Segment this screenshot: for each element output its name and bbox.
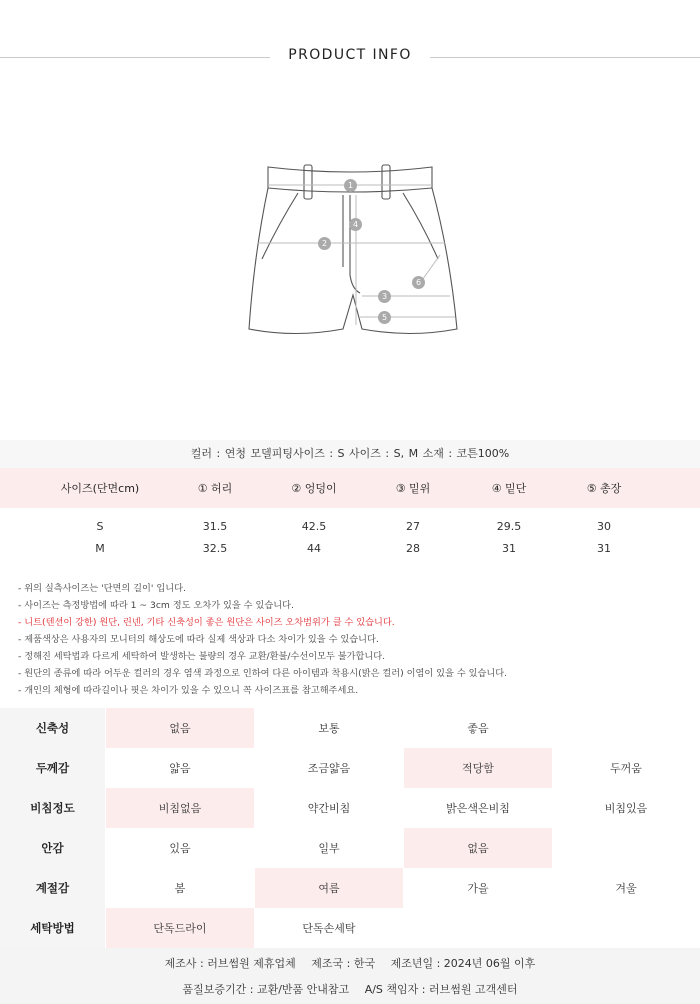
- footer-line-2: [0, 977, 700, 1003]
- fabric-option: [552, 908, 700, 948]
- size-header-length: ⑤ 총장: [586, 482, 622, 495]
- fabric-option: 단독드라이: [106, 908, 254, 948]
- note-line: - 위의 실측사이즈는 '단면의 길이' 입니다.: [18, 583, 186, 594]
- fabric-label: 신축성: [0, 708, 105, 748]
- fabric-option: 밝은색은비침: [446, 802, 510, 815]
- diagram-marker-5: 5: [378, 311, 391, 324]
- size-cell: M: [95, 541, 105, 555]
- size-cell: S: [96, 519, 104, 533]
- fabric-option: 조금얇음: [307, 762, 351, 775]
- footer-line-1: [0, 951, 700, 977]
- size-cell: 29.5: [496, 519, 522, 533]
- shorts-size-diagram: [240, 155, 470, 345]
- size-cell: 31: [597, 541, 611, 555]
- size-header-label: 사이즈(단면cm): [60, 482, 140, 495]
- fabric-option: 적당함: [404, 748, 552, 788]
- section-title: PRODUCT INFO: [288, 47, 412, 63]
- section-title-row: [0, 40, 700, 74]
- fabric-option: 봄: [174, 882, 186, 895]
- size-header-waist: ① 허리: [197, 482, 233, 495]
- title-divider-left: [0, 57, 270, 58]
- size-notes: [18, 580, 688, 699]
- fabric-option: 좋음: [467, 722, 489, 735]
- fabric-option: [552, 708, 700, 748]
- fabric-option: 없음: [106, 708, 254, 748]
- size-header-hem: ④ 밑단: [491, 482, 527, 495]
- note-line: - 원단의 종류에 따라 어두운 컬러의 경우 염색 과정으로 인하여 다른 아이템과 착용시(밝은 컬러) 이염이 있을 수 있습니다.: [18, 668, 508, 679]
- size-cell: 31: [502, 541, 516, 555]
- fabric-option: 비침없음: [106, 788, 254, 828]
- fabric-label: 계절감: [0, 868, 105, 908]
- size-header-hip: ② 엉덩이: [291, 482, 337, 495]
- note-line-warning: - 니트(텐션이 강한) 원단, 린넨, 기타 신축성이 좋은 원단은 사이즈 오차범위가 클 수 있습니다.: [18, 617, 395, 628]
- fabric-option: 가을: [467, 882, 489, 895]
- fabric-option: 보통: [318, 722, 340, 735]
- country-text: 제조국 : 한국: [311, 957, 376, 970]
- size-cell: 30: [597, 519, 611, 533]
- note-line: - 정해진 세탁법과 다르게 세탁하여 발생하는 불량의 경우 교환/환불/수선이모두 불가합니다.: [18, 651, 386, 662]
- diagram-marker-4: 4: [349, 218, 362, 231]
- warranty-text: 품질보증기간 : 교환/반품 안내참고: [182, 983, 350, 996]
- fabric-label: 비침정도: [0, 788, 105, 828]
- fabric-option: 얇음: [169, 762, 191, 775]
- note-line: - 개인의 체형에 따라길이나 핏은 차이가 있을 수 있으니 꼭 사이즈표를 참고해주세요.: [18, 685, 359, 696]
- fabric-row-washing: [0, 908, 700, 948]
- size-cell: 42.5: [301, 519, 327, 533]
- fabric-label: 두께감: [0, 748, 105, 788]
- fabric-option: [404, 908, 552, 948]
- fabric-row-stretch: [0, 708, 700, 748]
- product-spec-bar: 컬러 : 연청 모델피팅사이즈 : S 사이즈 : S, M 소재 : 코튼100%: [0, 440, 700, 468]
- fabric-option: 있음: [169, 842, 191, 855]
- fabric-row-sheerness: [0, 788, 700, 828]
- fabric-option: 일부: [318, 842, 340, 855]
- fabric-option: 약간비침: [307, 802, 351, 815]
- size-header-rise: ③ 밑위: [395, 482, 431, 495]
- size-cell: 32.5: [202, 541, 228, 555]
- diagram-marker-6: 6: [412, 276, 425, 289]
- manufacture-date-text: 제조년일 : 2024년 06월 이후: [390, 957, 536, 970]
- note-line: - 사이즈는 측정방법에 따라 1 ~ 3cm 정도 오차가 있을 수 있습니다.: [18, 600, 294, 611]
- fabric-option: 비침있음: [604, 802, 648, 815]
- diagram-marker-1: 1: [344, 179, 357, 192]
- fabric-label: 안감: [0, 828, 105, 868]
- as-contact-text: A/S 책임자 : 러브썸원 고객센터: [364, 983, 518, 996]
- fabric-row-lining: [0, 828, 700, 868]
- title-divider-right: [430, 57, 700, 58]
- size-cell: 28: [406, 541, 420, 555]
- fabric-option: [552, 828, 700, 868]
- fabric-label: 세탁방법: [0, 908, 105, 948]
- size-cell: 44: [307, 541, 321, 555]
- fabric-row-season: [0, 868, 700, 908]
- manufacturer-info-footer: [0, 948, 700, 1004]
- fabric-option: 겨울: [615, 882, 637, 895]
- diagram-marker-2: 2: [318, 237, 331, 250]
- note-line: - 제품색상은 사용자의 모니터의 해상도에 따라 실제 색상과 다소 차이가 있을 수 있습니다.: [18, 634, 379, 645]
- diagram-marker-3: 3: [378, 290, 391, 303]
- size-cell: 27: [406, 519, 420, 533]
- size-row-s: [0, 516, 700, 536]
- fabric-option: 여름: [255, 868, 403, 908]
- fabric-option: 단독손세탁: [302, 922, 356, 935]
- fabric-option: 두꺼움: [610, 762, 642, 775]
- manufacturer-text: 제조사 : 러브썸원 제휴업체: [164, 957, 296, 970]
- fabric-properties-table: [0, 708, 700, 948]
- fabric-option: 없음: [404, 828, 552, 868]
- size-table-header: [0, 468, 700, 508]
- fabric-row-thickness: [0, 748, 700, 788]
- size-row-m: [0, 538, 700, 558]
- size-cell: 31.5: [202, 519, 228, 533]
